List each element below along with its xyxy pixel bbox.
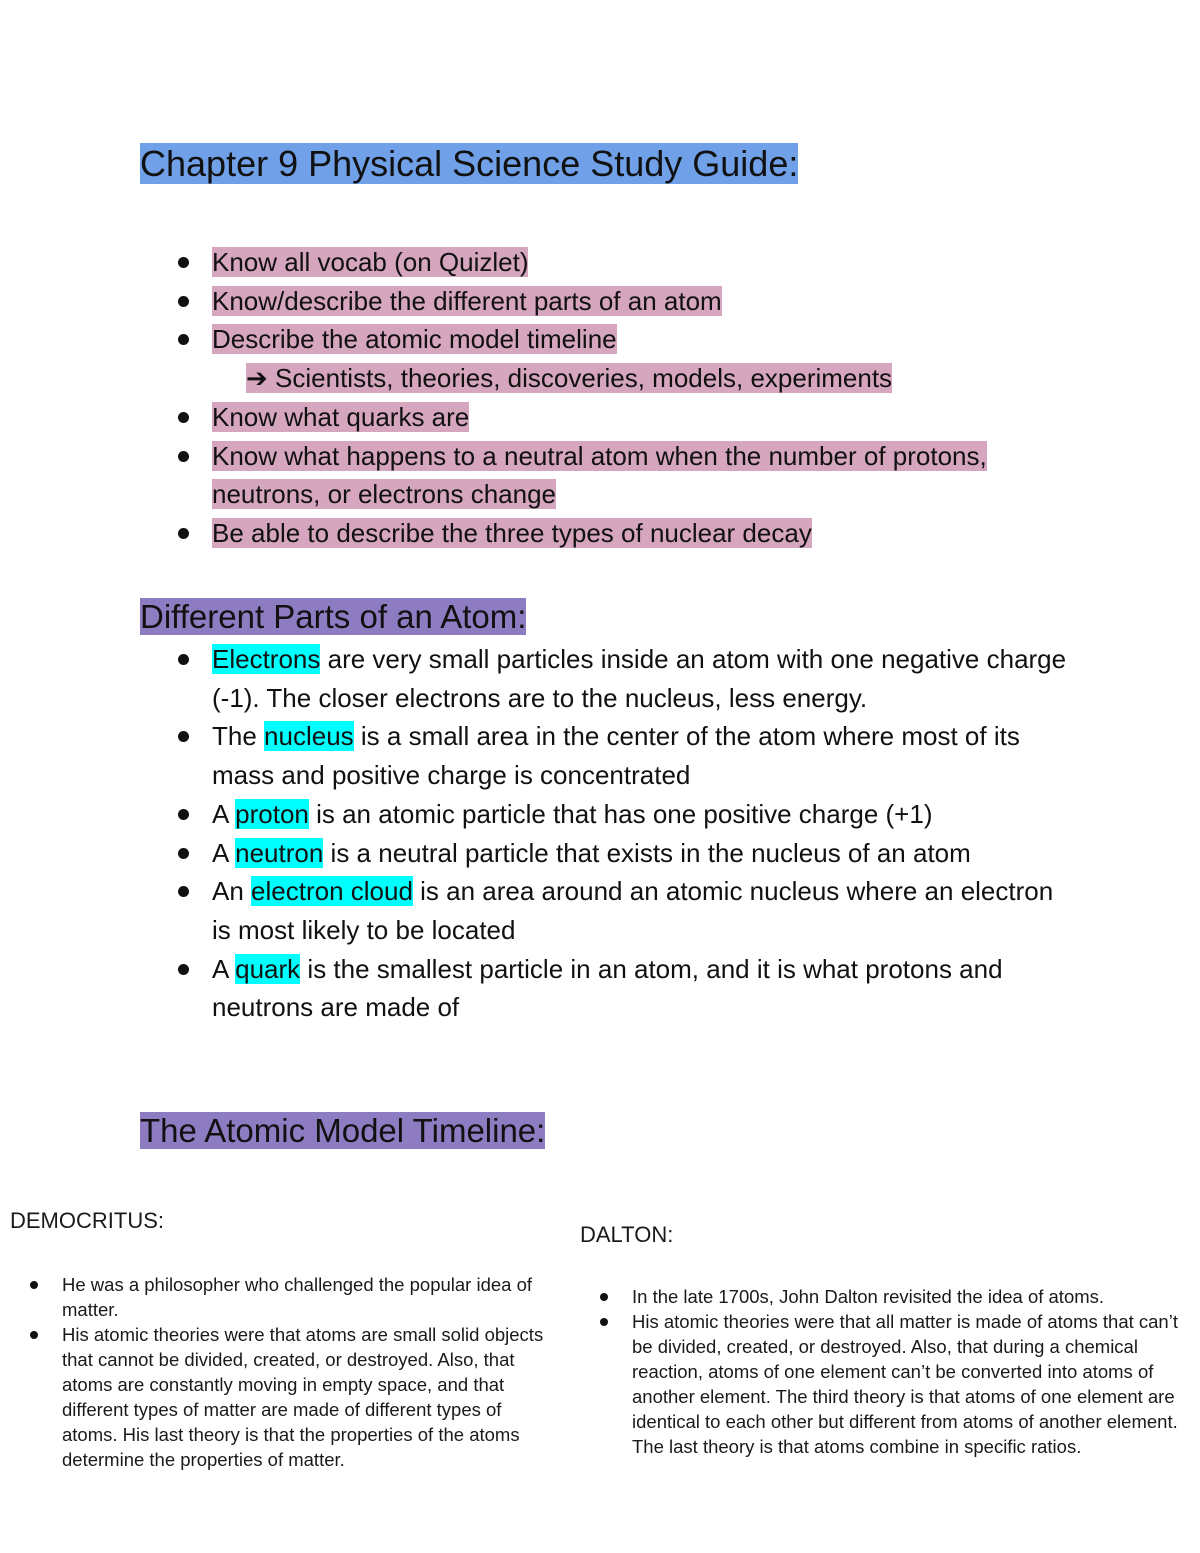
bullet-icon xyxy=(178,296,189,307)
bullet-icon xyxy=(178,528,189,539)
list-item xyxy=(176,243,996,282)
page-title xyxy=(140,142,798,186)
study-goals-list xyxy=(176,243,996,553)
bullet-icon xyxy=(178,257,189,268)
goal-text: Know all vocab (on Quizlet) xyxy=(212,247,529,277)
goal-text: Be able to describe the three types of nuclear decay xyxy=(212,517,812,548)
parts-heading-text: Different Parts of an Atom: xyxy=(140,598,527,635)
bullet-icon xyxy=(178,334,189,345)
bullet-icon xyxy=(30,1281,38,1289)
term-highlight: electron cloud xyxy=(251,876,413,907)
list-item xyxy=(176,320,996,359)
term-highlight: Electrons xyxy=(212,644,321,674)
dalton-points xyxy=(580,1284,1192,1459)
list-item: The nucleus is a small area in the center of the atom where most of its mass and positive charge is concentrated xyxy=(176,717,1076,794)
dalton-title: DALTON: xyxy=(580,1222,674,1247)
arrow-icon: ➔ xyxy=(246,363,268,394)
democritus-title: DEMOCRITUS: xyxy=(10,1208,164,1233)
atom-parts-list xyxy=(176,640,1076,1027)
bullet-icon xyxy=(178,412,189,423)
bullet-icon xyxy=(178,731,189,742)
bullet-icon xyxy=(600,1293,608,1301)
bullet-icon xyxy=(178,451,189,462)
democritus-section xyxy=(10,1208,560,1472)
parts-heading xyxy=(140,597,526,637)
dalton-section xyxy=(580,1222,1192,1459)
list-item: A neutron is a neutral particle that exists in the nucleus of an atom xyxy=(176,834,1076,873)
bullet-icon xyxy=(178,848,189,859)
bullet-icon xyxy=(178,886,189,897)
goal-text: Scientists, theories, discoveries, models, experiments xyxy=(275,363,893,394)
bullet-icon xyxy=(178,964,189,975)
goal-text: Describe the atomic model timeline xyxy=(212,324,617,355)
list-item: A quark is the smallest particle in an atom, and it is what protons and neutrons are made of xyxy=(176,950,1076,1027)
list-item: An electron cloud is an area around an atomic nucleus where an electron is most likely to be located xyxy=(176,872,1076,949)
bullet-icon xyxy=(178,809,189,820)
goal-text: Know what happens to a neutral atom when the number of protons, neutrons, or electrons change xyxy=(212,440,987,510)
list-item: A proton is an atomic particle that has one positive charge (+1) xyxy=(176,795,1076,834)
list-item: Electrons are very small particles inside an atom with one negative charge (-1). The closer electrons are to the nucleus, less energy. xyxy=(176,640,1076,717)
list-item: His atomic theories were that atoms are small solid objects that cannot be divided, created, or destroyed. Also, that atoms are constantly moving in empty space, and that different types of matter are made of different types of atoms. His last theory is that the properties of the atoms determine the properties of matter. xyxy=(10,1322,560,1472)
goal-text: Know/describe the different parts of an atom xyxy=(212,285,722,316)
list-item xyxy=(176,359,996,398)
bullet-icon xyxy=(30,1331,38,1339)
list-item xyxy=(176,398,996,437)
democritus-points xyxy=(10,1272,560,1472)
term-highlight: neutron xyxy=(235,837,324,868)
timeline-heading-text: The Atomic Model Timeline: xyxy=(140,1112,546,1149)
bullet-icon xyxy=(178,654,189,665)
page-title-text: Chapter 9 Physical Science Study Guide: xyxy=(140,143,799,184)
list-item xyxy=(176,282,996,321)
list-item xyxy=(176,437,996,514)
term-highlight: proton xyxy=(235,798,309,829)
timeline-heading xyxy=(140,1111,545,1151)
list-item: In the late 1700s, John Dalton revisited the idea of atoms. xyxy=(580,1284,1192,1309)
list-item: His atomic theories were that all matter is made of atoms that can’t be divided, created, or destroyed. Also, that during a chemical reaction, atoms of one element can’t be converted into atoms of another element. The third theory is that atoms of one element are identical to each other but different from atoms of another element. The last theory is that atoms combine in specific ratios. xyxy=(580,1309,1192,1459)
term-highlight: quark xyxy=(235,953,301,984)
bullet-icon xyxy=(600,1318,608,1326)
list-item: He was a philosopher who challenged the popular idea of matter. xyxy=(10,1272,560,1322)
term-highlight: nucleus xyxy=(264,721,354,752)
list-item xyxy=(176,514,996,553)
goal-text: Know what quarks are xyxy=(212,401,470,432)
